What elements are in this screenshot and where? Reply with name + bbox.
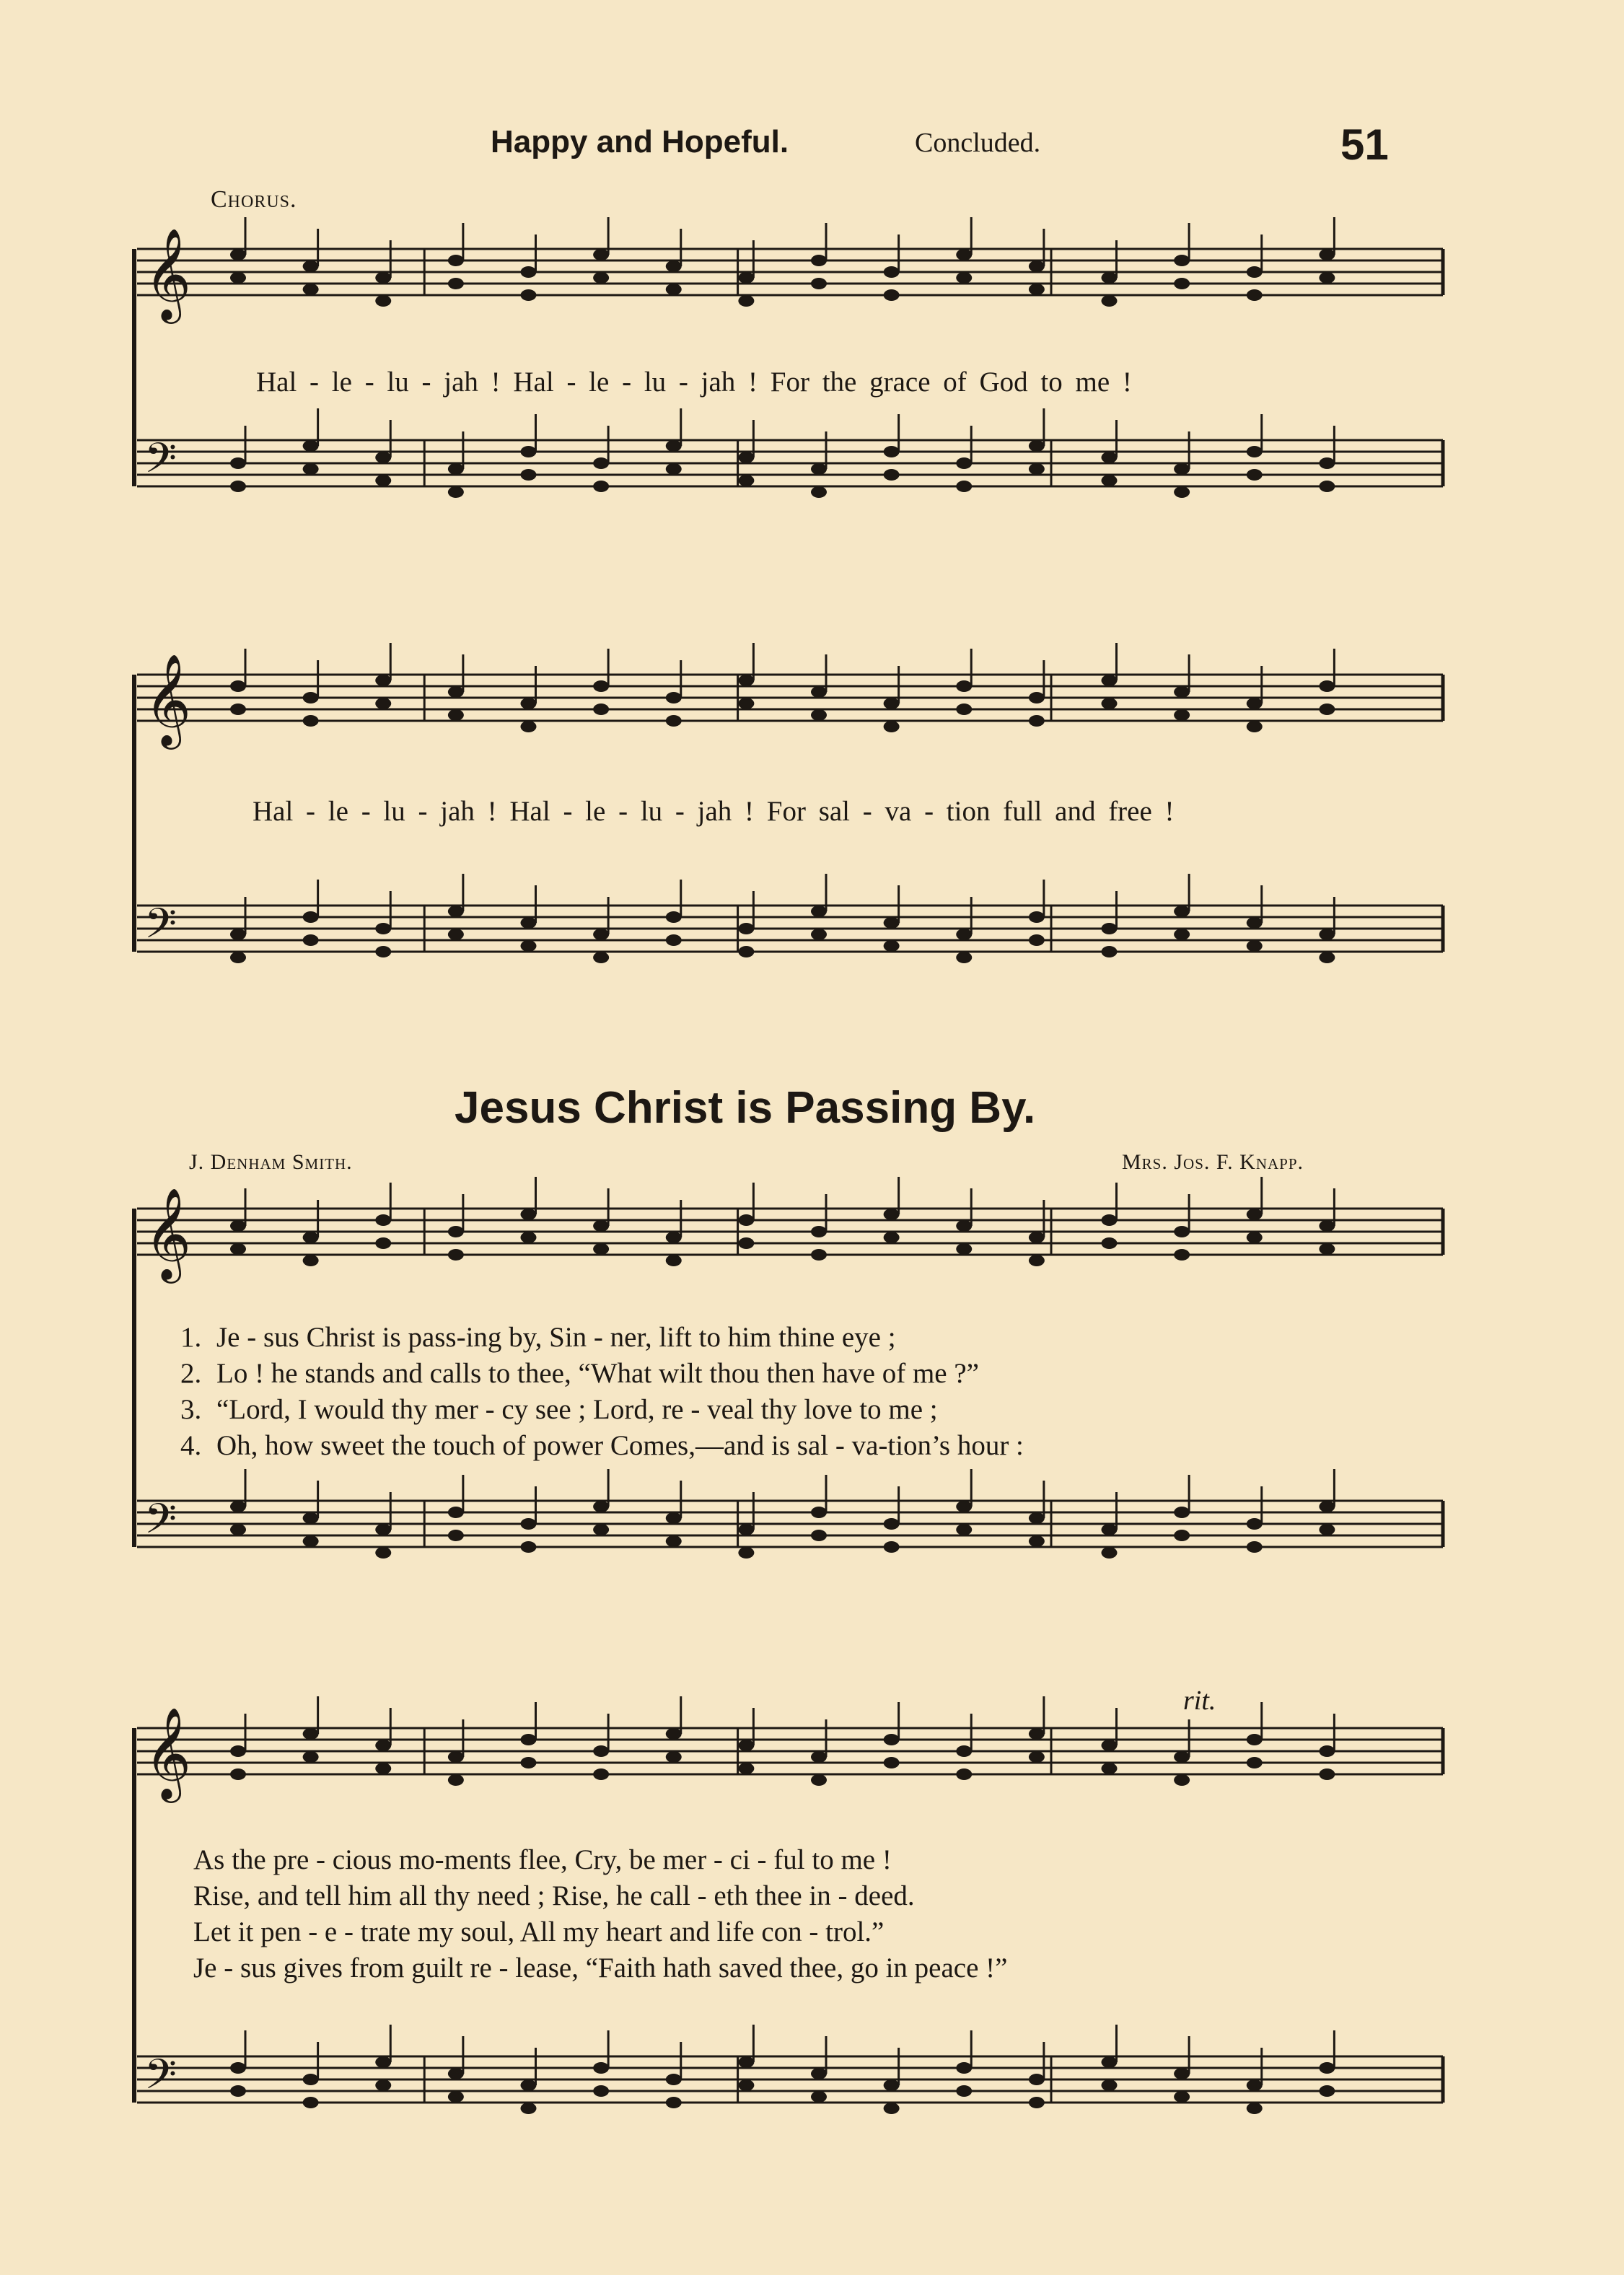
page-header-title: Happy and Hopeful. [491,124,789,159]
verse-line-4b: Je - sus gives from guilt re - lease, “Faith hath saved thee, go in peace !” [193,1952,1008,1983]
chorus-lyric-line-2: Hal - le - lu - jah ! Hal - le - lu - jah ! For sal - va - tion full and free ! [253,796,1175,827]
svg-text:𝄞: 𝄞 [144,227,192,320]
svg-text:𝄞: 𝄞 [144,1706,192,1799]
verse-text: “Lord, I would thy mer - cy see ; Lord, re - veal thy love to me ; [216,1394,938,1425]
svg-text:𝄞: 𝄞 [144,653,192,745]
verse-line-3b: Let it pen - e - trate my soul, All my heart and life con - trol.” [193,1916,885,1947]
chorus-label: Chorus. [211,186,297,213]
verse-line-2a [180,1357,979,1390]
verse-line-1a [180,1321,896,1354]
verse-number: 3. [180,1394,202,1425]
verse-line-4a [180,1429,1024,1462]
verse-text: Oh, how sweet the touch of power Comes,—and is sal - va-tion’s hour : [216,1430,1024,1461]
svg-text:𝄞: 𝄞 [144,1187,192,1279]
page-header-subtitle: Concluded. [915,128,1041,158]
verse-line-3a [180,1393,938,1426]
hymn-title: Jesus Christ is Passing By. [455,1083,1036,1133]
verse-text: Je - sus Christ is pass-ing by, Sin - ner, lift to him thine eye ; [216,1322,896,1353]
hymn-composer: Mrs. Jos. F. Knapp. [1122,1150,1304,1174]
verse-line-1b: As the pre - cious mo-ments flee, Cry, be mer - ci - ful to me ! [193,1844,892,1875]
chorus-lyric-line-1: Hal - le - lu - jah ! Hal - le - lu - jah ! For the grace of God to me ! [256,367,1132,398]
verse-number: 1. [180,1322,202,1353]
verse-text: Lo ! he stands and calls to thee, “What wilt thou then have of me ?” [216,1358,979,1389]
page-number: 51 [1340,120,1389,169]
svg-text:𝄢: 𝄢 [144,2050,177,2109]
svg-text:𝄢: 𝄢 [144,899,177,958]
svg-text:𝄢: 𝄢 [144,434,177,493]
hymn-author: J. Denham Smith. [189,1150,353,1174]
ritardando-marking: rit. [1183,1686,1216,1716]
verse-line-2b: Rise, and tell him all thy need ; Rise, he call - eth thee in - deed. [193,1880,915,1911]
verse-number: 4. [180,1430,202,1461]
verse-number: 2. [180,1358,202,1389]
svg-text:𝄢: 𝄢 [144,1494,177,1553]
